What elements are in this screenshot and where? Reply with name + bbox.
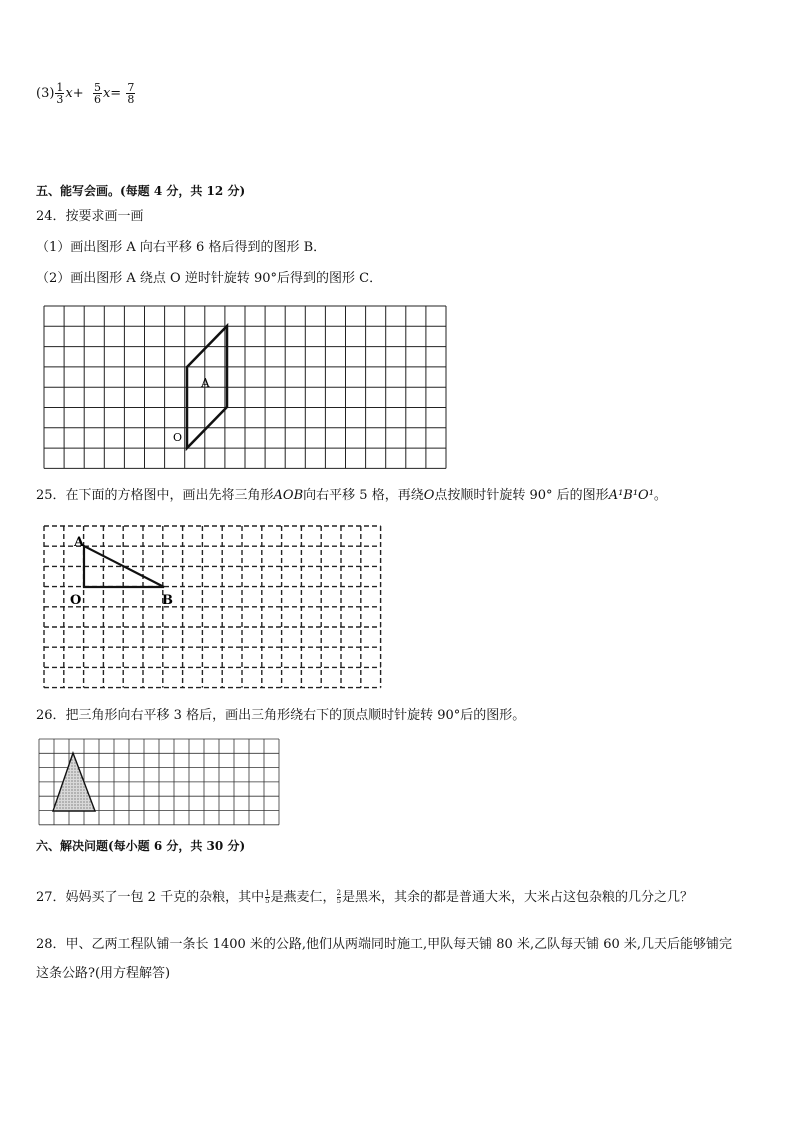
equation-prefix: (3): [36, 86, 55, 101]
label-a: A: [74, 535, 85, 550]
fraction-five-sixths: $\frac{5}{6}$: [93, 81, 101, 106]
label-a: A: [201, 376, 210, 390]
label-o: O: [173, 431, 183, 444]
q28-line1: 28．甲、乙两工程队铺一条长 1400 米的公路,他们从两端同时施工,甲队每天铺 80 米,乙队每天铺 60 米,几天后能够铺完: [36, 937, 733, 952]
equals-sign: =: [110, 86, 122, 101]
q24-grid-figure: [40, 303, 448, 473]
fraction-two-fifths: $\frac{2}{5}$: [336, 889, 342, 905]
q24-part1: （1）画出图形 A 向右平移 6 格后得到的图形 B．: [36, 240, 327, 255]
q26-text: 26．把三角形向右平移 3 格后，画出三角形绕右下的顶点顺时针旋转 90°后的图形。: [36, 708, 526, 723]
section-5-title: 五、能写会画。(每题 4 分，共 12 分): [36, 184, 246, 198]
fraction-one-third: $\frac{1}{3}$: [56, 81, 64, 106]
label-o: O: [70, 593, 82, 608]
q24-grid: [44, 306, 446, 468]
q26-grid-figure: [38, 738, 280, 826]
equation-3: [36, 82, 136, 105]
section-6-title: 六、解决问题(每小题 6 分，共 30 分): [36, 839, 246, 853]
variable-x: x: [65, 86, 73, 101]
fraction-one-fifth: $\frac{1}{5}$: [265, 889, 270, 905]
q25-grid-figure: [40, 524, 382, 690]
q28-line2: 这条公路?(用方程解答): [36, 966, 171, 981]
label-b: B: [162, 593, 173, 608]
plus-sign: +: [72, 86, 84, 101]
variable-x: x: [102, 86, 111, 101]
fraction-seven-eighths: $\frac{7}{8}$: [127, 81, 135, 106]
q25-text: 25．在下面的方格图中，画出先将三角形AOB向右平移 5 格，再绕O点按顺时针旋转 90° 后的图形A¹B¹O¹。: [36, 488, 667, 503]
q27-text: 27．妈妈买了一包 2 千克的杂粮，其中 $\frac{1}{5}$ 是燕麦仁， $\frac{2}{5}$ 是黑米，其余的都是普通大米，大米占这包杂粮的几分之几？: [36, 889, 694, 905]
q24-part2: （2）画出图形 A 绕点 O 逆时针旋转 90°后得到的图形 C．: [36, 271, 383, 286]
q24-title: 24．按要求画一画: [36, 209, 144, 224]
